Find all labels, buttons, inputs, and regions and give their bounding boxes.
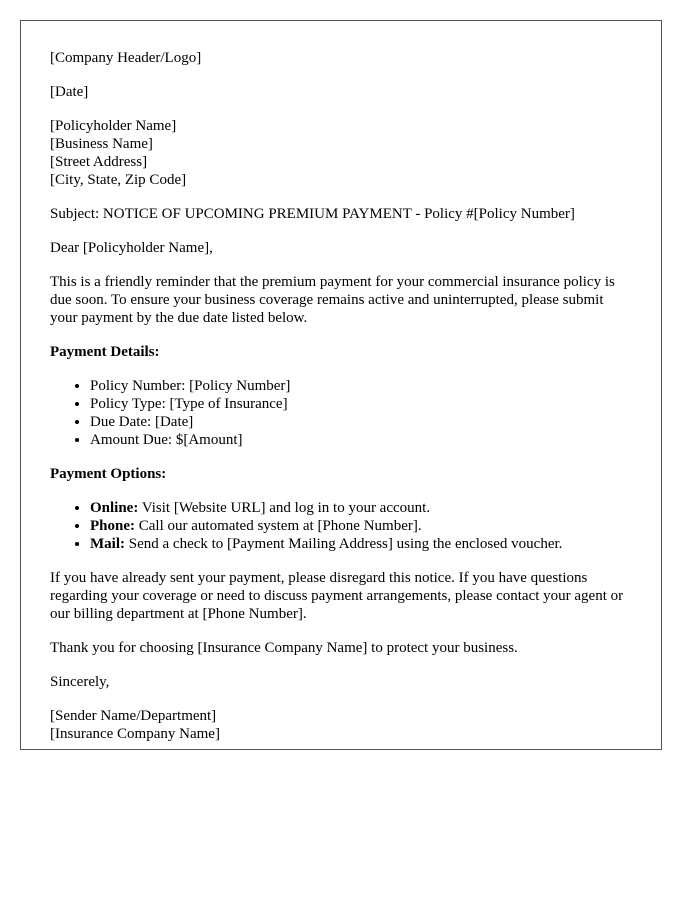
- signature-block: [50, 707, 632, 743]
- list-item: • Policy Number: [Policy Number]: [90, 377, 632, 395]
- letter-date: [Date]: [50, 84, 89, 100]
- list-item: [90, 517, 632, 535]
- list-item: [90, 535, 632, 553]
- recipient-city-state-zip: [City, State, Zip Code]: [50, 172, 187, 188]
- payment-details-heading: Payment Details:: [50, 344, 160, 360]
- salutation: Dear [Policyholder Name],: [50, 240, 213, 256]
- company-header: [Company Header/Logo]: [50, 50, 202, 66]
- list-item: • Policy Type: [Type of Insurance]: [90, 395, 632, 413]
- payment-details-list: [50, 377, 632, 449]
- list-item: [90, 499, 632, 517]
- recipient-address: [50, 117, 632, 189]
- recipient-name: [Policyholder Name]: [50, 118, 177, 134]
- sender-company: [Insurance Company Name]: [50, 726, 220, 742]
- payment-options-list: [50, 499, 632, 553]
- recipient-business: [Business Name]: [50, 136, 153, 152]
- list-item: • Due Date: [Date]: [90, 413, 632, 431]
- sender-name: [Sender Name/Department]: [50, 708, 217, 724]
- subject-line: Subject: NOTICE OF UPCOMING PREMIUM PAYMENT - Policy #[Policy Number]: [50, 206, 575, 222]
- option-label-online: Online:: [90, 500, 139, 516]
- recipient-street: [Street Address]: [50, 154, 148, 170]
- option-text-online: Visit [Website URL] and log in to your account.: [138, 500, 431, 516]
- option-label-phone: Phone:: [90, 518, 135, 534]
- thanks-paragraph: Thank you for choosing [Insurance Company Name] to protect your business.: [50, 640, 518, 656]
- disregard-paragraph: If you have already sent your payment, please disregard this notice. If you have questions regarding your coverage or need to discuss payment arrangements, please contact your agent or our billing department at [Phone Number].: [50, 570, 624, 622]
- option-text-mail: Send a check to [Payment Mailing Address] using the enclosed voucher.: [125, 536, 563, 552]
- payment-options-heading: Payment Options:: [50, 466, 167, 482]
- intro-paragraph: This is a friendly reminder that the premium payment for your commercial insurance policy is due soon. To ensure your business coverage remains active and uninterrupted, please submit your payment by the due date listed below.: [50, 274, 615, 326]
- option-text-phone: Call our automated system at [Phone Number].: [135, 518, 422, 534]
- option-label-mail: Mail:: [90, 536, 125, 552]
- closing: Sincerely,: [50, 674, 110, 690]
- letter-document: [20, 20, 662, 750]
- list-item: • Amount Due: $[Amount]: [90, 431, 632, 449]
